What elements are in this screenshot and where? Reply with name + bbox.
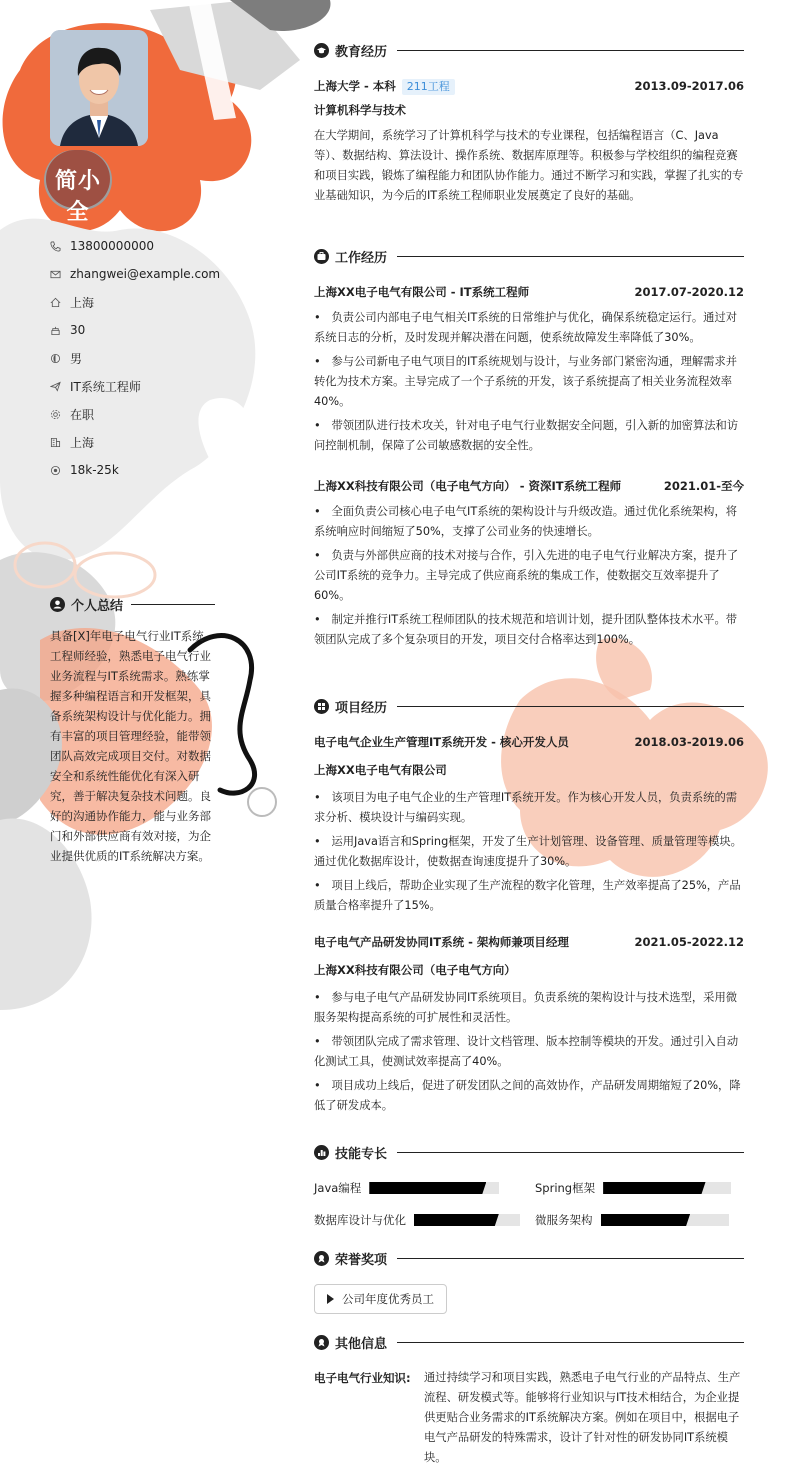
projects-section <box>314 696 744 1120</box>
summary-title: 个人总结 <box>71 598 124 614</box>
project-bullet: • 参与电子电气产品研发协同IT系统项目。负责系统的架构设计与技术选型，采用微服务架构提高系统的可扩展性和灵活性。 <box>314 991 738 1024</box>
project-bullet: • 项目成功上线后，促进了研发团队之间的高效协作，产品研发周期缩短了20%，降低了研发成本。 <box>314 1079 741 1112</box>
project-row <box>314 932 744 952</box>
contact-city <box>50 428 250 456</box>
projects-header <box>314 696 744 716</box>
skill-item <box>314 1180 499 1196</box>
sidebar <box>0 0 280 1468</box>
project-date: 2018.03-2019.06 <box>634 735 744 749</box>
profile-name: 简小全 <box>54 169 101 225</box>
job-bullet: • 制定并推行IT系统工程师团队的技术规范和培训计划，提升团队整体技术水平。带领团队完成了多个复杂项目的开发，项目交付合格率达到100%。 <box>314 613 738 646</box>
contact-home <box>50 288 250 316</box>
skills-divider <box>397 1152 744 1153</box>
education-header <box>314 40 744 60</box>
job-bullet-text: 参与公司新电子电气项目的IT系统规划与设计，与业务部门紧密沟通，理解需求并转化为技术方案。主导完成了一个子系统的开发，该子系统提高了相关业务流程效率40%。 <box>314 355 738 408</box>
project-bullet-text: 运用Java语言和Spring框架，开发了生产计划管理、设备管理、质量管理等模块。通过优化数据库设计，使数据查询速度提升了30%。 <box>314 835 742 868</box>
education-school-wrap <box>314 78 455 95</box>
contact-city-value: 上海 <box>70 435 95 450</box>
contact-home-value: 上海 <box>70 295 95 310</box>
grid-icon <box>314 699 329 714</box>
avatar-portrait-icon <box>50 30 148 146</box>
briefcase-icon <box>314 249 329 264</box>
gender-icon <box>50 353 61 364</box>
project-bullet-text: 参与电子电气产品研发协同IT系统项目。负责系统的架构设计与技术选型，采用微服务架构提高系统的可扩展性和灵活性。 <box>314 991 738 1024</box>
project-org: 上海XX电子电气有限公司 <box>314 763 447 777</box>
contact-email-value: zhangwei@example.com <box>70 267 221 281</box>
skill-bar <box>414 1214 520 1226</box>
contact-position <box>50 372 250 400</box>
skills-header <box>314 1142 744 1162</box>
project-name: 电子电气产品研发协同IT系统 - 架构师兼项目经理 <box>314 935 569 949</box>
awards-title: 荣誉奖项 <box>335 1252 388 1268</box>
project-bullet-text: 项目上线后，帮助企业实现了生产流程的数字化管理，生产效率提高了25%，产品质量合格率提升了15%。 <box>314 879 741 912</box>
other-label: 电子电气行业知识: <box>314 1371 411 1385</box>
summary-divider <box>131 604 215 605</box>
award-text: 公司年度优秀员工 <box>342 1292 434 1306</box>
project-org: 上海XX科技有限公司（电子电气方向） <box>314 963 516 977</box>
mail-icon <box>50 269 61 280</box>
age-icon <box>50 325 61 336</box>
play-icon <box>327 1294 334 1304</box>
work-divider <box>397 256 744 257</box>
contact-salary <box>50 456 250 484</box>
contact-gender <box>50 344 250 372</box>
bar-chart-icon <box>314 1145 329 1160</box>
projects-title: 项目经历 <box>335 700 388 716</box>
education-title: 教育经历 <box>335 44 388 60</box>
job-bullet-text: 负责与外部供应商的技术对接与合作，引入先进的电子电气行业解决方案，提升了公司IT系统的竞争力。主导完成了供应商系统的集成工作，使数据交互效率提升了60%。 <box>314 549 739 602</box>
job-bullets <box>314 502 744 650</box>
skill-bar <box>601 1214 729 1226</box>
contact-email <box>50 260 250 288</box>
other-text: 通过持续学习和项目实践，熟悉电子电气行业的产品特点、生产流程、研发模式等。能够将行业知识与IT技术相结合，为企业提供更贴合业务需求的IT系统解决方案。例如在项目中，根据电子电气产品研发的特殊需求，设计了针对性的研发协同IT系统模块。 <box>424 1371 741 1464</box>
skill-item <box>535 1180 731 1196</box>
job-bullet: • 参与公司新电子电气项目的IT系统规划与设计，与业务部门紧密沟通，理解需求并转化为技术方案。主导完成了一个子系统的开发，该子系统提高了相关业务流程效率40%。 <box>314 355 738 408</box>
contact-age-value: 30 <box>70 323 86 337</box>
skill-name: 微服务架构 <box>535 1213 593 1227</box>
project-bullet: • 该项目为电子电气企业的生产管理IT系统开发。作为核心开发人员，负责系统的需求分析、模块设计与编码实现。 <box>314 791 738 824</box>
skill-bar-fill <box>369 1182 486 1194</box>
other-header <box>314 1332 744 1352</box>
school-tag-badge: 211工程 <box>402 79 455 95</box>
education-school: 上海大学 - 本科 <box>314 78 396 93</box>
job-bullet-text: 制定并推行IT系统工程师团队的技术规范和培训计划，提升团队整体技术水平。带领团队完成了多个复杂项目的开发，项目交付合格率达到100%。 <box>314 613 738 646</box>
info-icon <box>314 1335 329 1350</box>
contact-list <box>50 232 250 484</box>
project-date: 2021.05-2022.12 <box>634 935 744 949</box>
awards-section <box>314 1248 744 1268</box>
job-date: 2017.07-2020.12 <box>634 285 744 299</box>
skill-bar <box>369 1182 499 1194</box>
project-bullet: • 带领团队完成了需求管理、设计文档管理、版本控制等模块的开发。通过引入自动化测试工具，使测试效率提高了40%。 <box>314 1035 739 1068</box>
avatar <box>50 30 148 146</box>
job-bullet: • 负责公司内部电子电气相关IT系统的日常维护与优化，确保系统稳定运行。通过对系统日志的分析，及时发现并解决潜在问题，使系统故障发生率降低了30%。 <box>314 311 738 344</box>
building-icon <box>50 437 61 448</box>
project-name: 电子电气企业生产管理IT系统开发 - 核心开发人员 <box>314 735 569 749</box>
job-company: 上海XX科技有限公司（电子电气方向） - 资深IT系统工程师 <box>314 479 622 493</box>
job-row <box>314 282 744 302</box>
contact-status-value: 在职 <box>70 407 95 422</box>
summary-section <box>50 594 215 866</box>
user-icon <box>50 597 65 612</box>
phone-icon <box>50 241 61 252</box>
other-section <box>314 1332 744 1352</box>
other-title: 其他信息 <box>335 1336 388 1352</box>
education-section <box>314 40 744 206</box>
job-bullets <box>314 308 744 456</box>
education-desc: 在大学期间，系统学习了计算机科学与技术的专业课程，包括编程语言（C、Java等）、数据结构、算法设计、操作系统、数据库原理等。积极参与学校组织的编程竞赛和项目实践，锻炼了编程能力和团队协作能力。通过不断学习和实践，掌握了扎实的专业基础知识，为今后的IT系统工程师职业发展奠定了良好的基础。 <box>314 129 744 202</box>
salary-icon <box>50 465 61 476</box>
other-row <box>314 1368 744 1468</box>
graduation-cap-icon <box>314 43 329 58</box>
project-bullet-text: 该项目为电子电气企业的生产管理IT系统开发。作为核心开发人员，负责系统的需求分析、模块设计与编码实现。 <box>314 791 738 824</box>
work-title: 工作经历 <box>335 250 388 266</box>
award-icon <box>314 1251 329 1266</box>
contact-salary-value: 18k-25k <box>70 463 119 477</box>
project-bullet: • 项目上线后，帮助企业实现了生产流程的数字化管理，生产效率提高了25%，产品质量合格率提升了15%。 <box>314 879 741 912</box>
home-icon <box>50 297 61 308</box>
contact-position-value: IT系统工程师 <box>70 379 141 394</box>
status-icon <box>50 409 61 420</box>
project-bullet-text: 项目成功上线后，促进了研发团队之间的高效协作，产品研发周期缩短了20%，降低了研发成本。 <box>314 1079 741 1112</box>
skills-section <box>314 1142 744 1162</box>
projects-divider <box>397 706 744 707</box>
skill-item <box>535 1212 729 1228</box>
work-section <box>314 246 744 654</box>
job-bullet: • 带领团队进行技术攻关，针对电子电气行业数据安全问题，引入新的加密算法和访问控制机制，保障了公司敏感数据的安全性。 <box>314 419 739 452</box>
job-date: 2021.01-至今 <box>663 479 744 493</box>
summary-text: 具备[X]年电子电气行业IT系统工程师经验，熟悉电子电气行业业务流程与IT系统需求。熟练掌握多种编程语言和开发框架，具备系统架构设计与优化能力。拥有丰富的项目管理经验，能带领团队高效完成项目交付。对数据安全和系统性能优化有深入研究，善于解决复杂技术问题。良好的沟通协作能力，能与业务部门和外部供应商有效对接，为企业提供优质的IT系统解决方案。 <box>50 629 211 863</box>
contact-status <box>50 400 250 428</box>
skill-bar <box>603 1182 731 1194</box>
education-date: 2013.09-2017.06 <box>634 79 744 93</box>
education-divider <box>397 50 744 51</box>
skill-bar-fill <box>414 1214 499 1226</box>
awards-header <box>314 1248 744 1268</box>
skill-name: Java编程 <box>314 1181 362 1195</box>
job-bullet: • 全面负责公司核心电子电气IT系统的架构设计与升级改造。通过优化系统架构，将系统响应时间缩短了50%，支撑了公司业务的快速增长。 <box>314 505 738 538</box>
skill-bar-fill <box>603 1182 705 1194</box>
job-bullet-text: 全面负责公司核心电子电气IT系统的架构设计与升级改造。通过优化系统架构，将系统响应时间缩短了50%，支撑了公司业务的快速增长。 <box>314 505 738 538</box>
contact-phone <box>50 232 250 260</box>
job-bullet: • 负责与外部供应商的技术对接与合作，引入先进的电子电气行业解决方案，提升了公司IT系统的竞争力。主导完成了供应商系统的集成工作，使数据交互效率提升了60%。 <box>314 549 739 602</box>
project-bullet: • 运用Java语言和Spring框架，开发了生产计划管理、设备管理、质量管理等模块。通过优化数据库设计，使数据查询速度提升了30%。 <box>314 835 742 868</box>
project-bullet-text: 带领团队完成了需求管理、设计文档管理、版本控制等模块的开发。通过引入自动化测试工具，使测试效率提高了40%。 <box>314 1035 739 1068</box>
skills-title: 技能专长 <box>335 1146 388 1162</box>
contact-age <box>50 316 250 344</box>
skill-name: Spring框架 <box>535 1181 596 1195</box>
other-divider <box>397 1342 744 1343</box>
project-bullets <box>314 788 744 916</box>
project-row <box>314 732 744 752</box>
contact-gender-value: 男 <box>70 351 83 366</box>
awards-divider <box>397 1258 744 1259</box>
skill-name: 数据库设计与优化 <box>314 1213 406 1227</box>
skill-item <box>314 1212 520 1228</box>
contact-phone-value: 13800000000 <box>70 239 154 253</box>
summary-header <box>50 594 215 614</box>
education-row <box>314 76 744 96</box>
job-bullet-text: 带领团队进行技术攻关，针对电子电气行业数据安全问题，引入新的加密算法和访问控制机制，保障了公司敏感数据的安全性。 <box>314 419 739 452</box>
award-item <box>314 1284 447 1314</box>
job-row <box>314 476 744 496</box>
job-company: 上海XX电子电气有限公司 - IT系统工程师 <box>314 285 530 299</box>
skill-bar-fill <box>601 1214 691 1226</box>
project-bullets <box>314 988 744 1116</box>
job-bullet-text: 负责公司内部电子电气相关IT系统的日常维护与优化，确保系统稳定运行。通过对系统日志的分析，及时发现并解决潜在问题，使系统故障发生率降低了30%。 <box>314 311 738 344</box>
send-icon <box>50 381 61 392</box>
work-header <box>314 246 744 266</box>
education-major: 计算机科学与技术 <box>314 103 406 117</box>
